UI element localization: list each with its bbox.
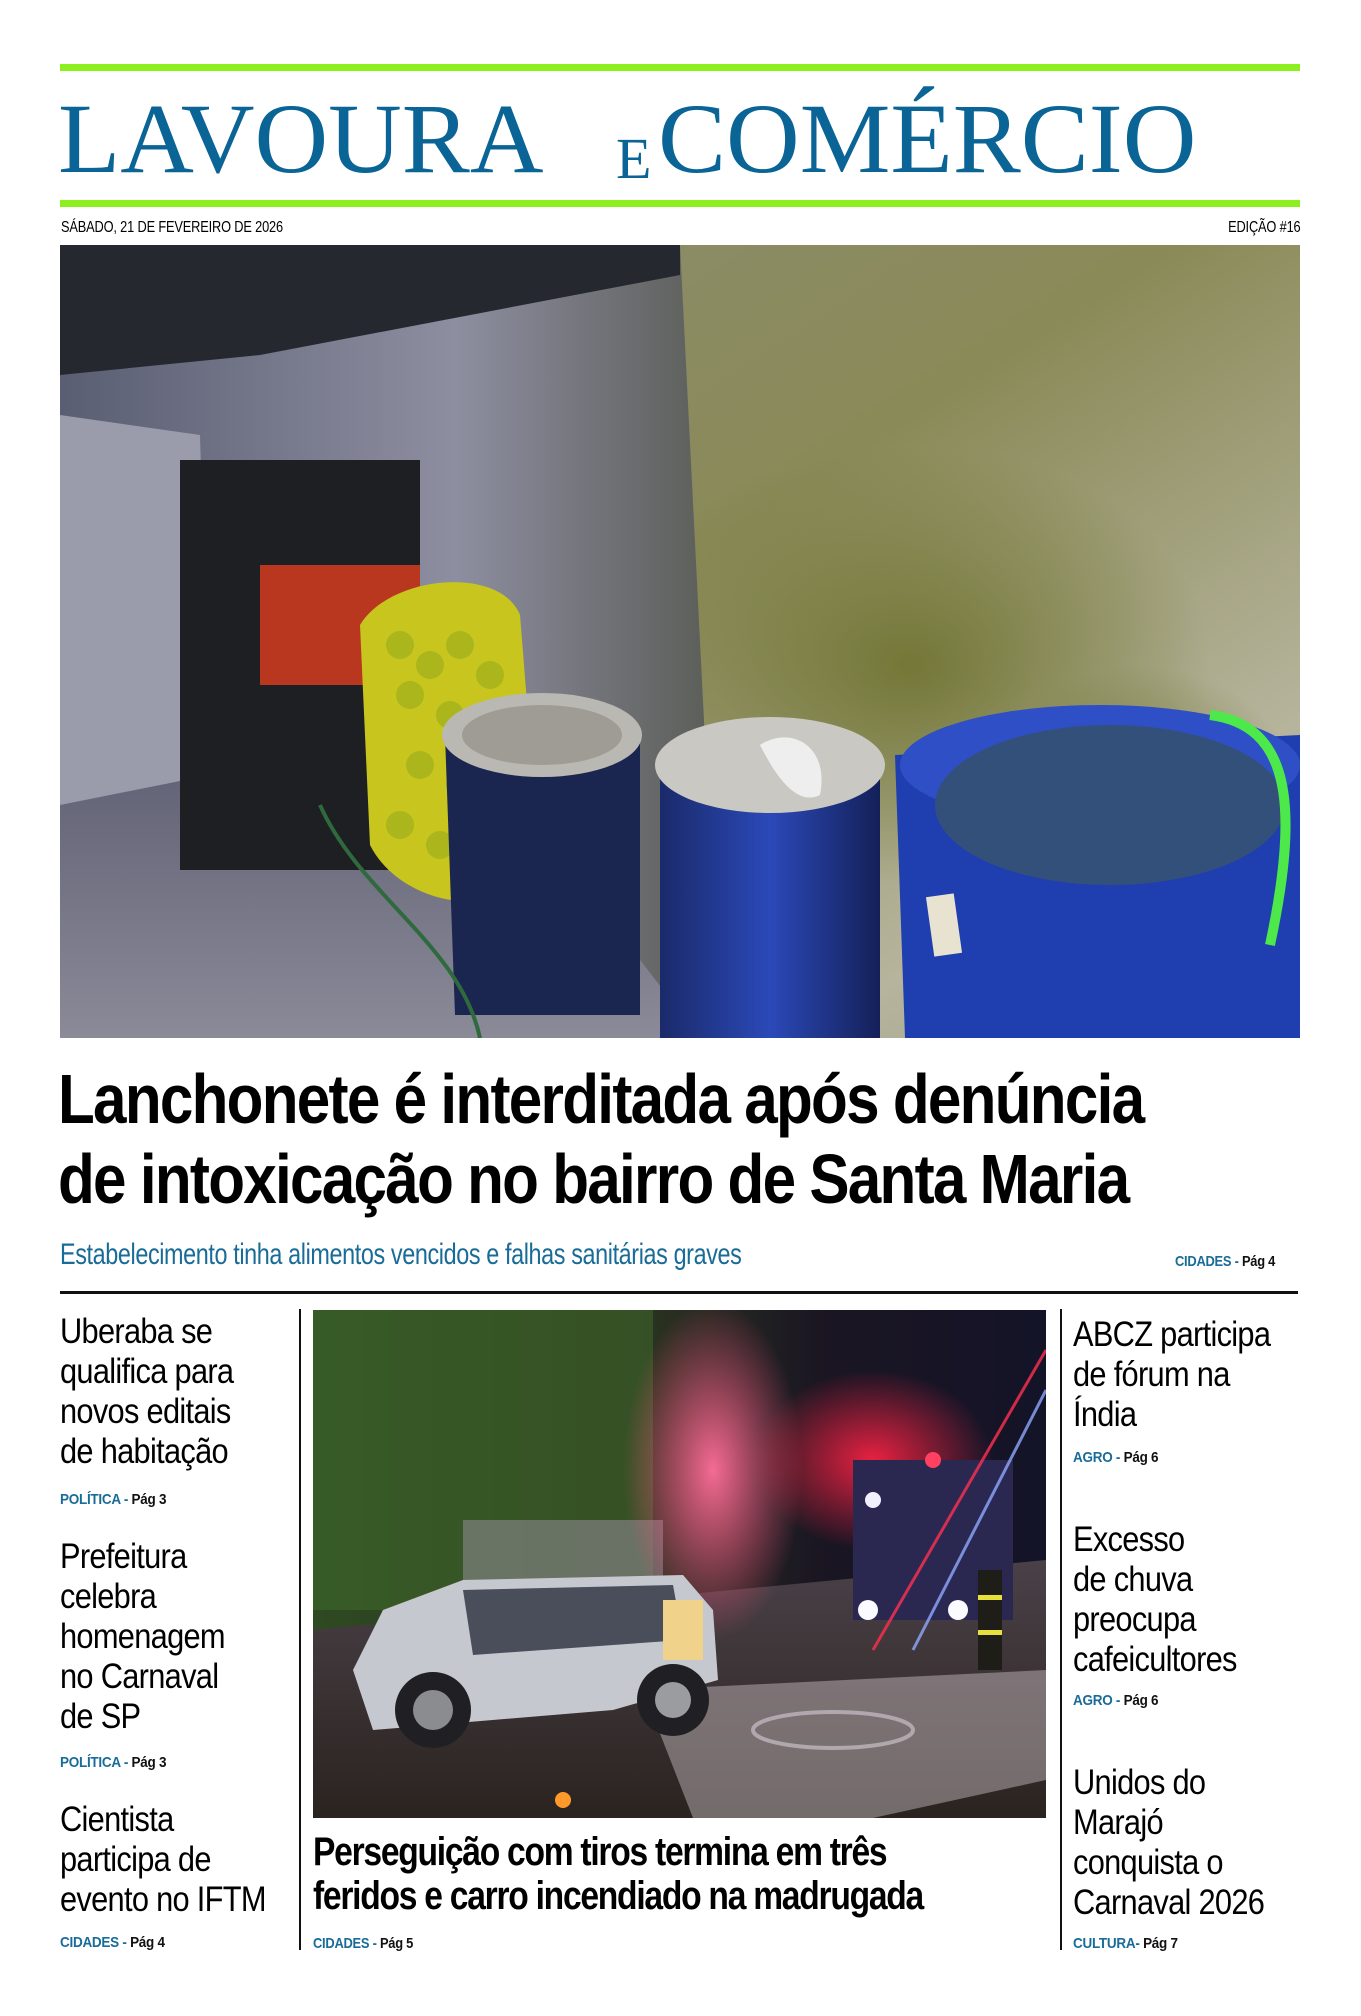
right-column-divider	[1060, 1309, 1062, 1950]
right-story-1-headline[interactable]	[1073, 1315, 1270, 1435]
headline-line: conquista o	[1073, 1843, 1223, 1882]
left-story-1-tag[interactable]	[60, 1491, 166, 1509]
lead-headline-line-1: Lanchonete é interditada após denúncia	[58, 1060, 1144, 1138]
bottom-accent-bar	[60, 200, 1300, 207]
lead-subtitle: Estabelecimento tinha alimentos vencidos e falhas sanitárias graves	[60, 1238, 742, 1271]
page-ref: Pág 6	[1123, 1692, 1159, 1709]
tag-separator: -	[120, 1754, 132, 1771]
right-story-3-tag[interactable]	[1073, 1935, 1178, 1953]
left-story-3-headline[interactable]	[60, 1800, 266, 1920]
burned-car-illustration	[313, 1310, 1046, 1818]
section-label: CIDADES	[60, 1934, 119, 1951]
tag-separator: -	[1112, 1692, 1124, 1709]
right-story-2-headline[interactable]	[1073, 1520, 1237, 1680]
left-column-divider	[299, 1309, 301, 1950]
left-story-2-headline[interactable]	[60, 1537, 225, 1737]
lead-section-tag[interactable]	[1175, 1253, 1275, 1271]
center-story-photo[interactable]	[313, 1310, 1046, 1818]
tag-separator: -	[118, 1934, 131, 1951]
headline-line: de SP	[60, 1697, 141, 1736]
masthead-title-conj: E	[616, 126, 652, 191]
section-label: AGRO	[1073, 1692, 1113, 1709]
lead-headline[interactable]	[58, 1059, 1143, 1219]
headline-line: cafeicultores	[1073, 1640, 1237, 1679]
headline-line: novos editais	[60, 1392, 231, 1431]
headline-line: Prefeitura	[60, 1537, 187, 1576]
page-ref: Pág 6	[1123, 1449, 1159, 1466]
lead-headline-line-2: de intoxicação no bairro de Santa Maria	[58, 1140, 1129, 1218]
page-ref: Pág 3	[131, 1491, 167, 1508]
headline-line: Excesso	[1073, 1520, 1185, 1559]
page-ref: Pág 7	[1143, 1935, 1178, 1952]
section-label: CIDADES	[1175, 1253, 1232, 1270]
tag-separator: -	[1135, 1935, 1144, 1952]
page-ref: Pág 4	[1241, 1253, 1276, 1270]
section-label: POLÍTICA	[60, 1754, 121, 1771]
section-label: CULTURA	[1073, 1935, 1136, 1952]
tag-separator: -	[1112, 1449, 1124, 1466]
edition-date: SÁBADO, 21 DE FEVEREIRO DE 2026	[61, 219, 283, 236]
headline-line: de fórum na	[1073, 1355, 1230, 1394]
center-story-tag[interactable]	[313, 1935, 413, 1953]
edition-number: EDIÇÃO #16	[1227, 219, 1300, 236]
tag-separator: -	[1231, 1253, 1242, 1270]
tag-separator: -	[369, 1935, 380, 1952]
headline-line: preocupa	[1073, 1600, 1196, 1639]
headline-line: Cientista	[60, 1800, 174, 1839]
masthead-logo[interactable]	[58, 83, 1300, 194]
right-story-3-headline[interactable]	[1073, 1763, 1264, 1923]
headline-line: Unidos do	[1073, 1763, 1206, 1802]
section-divider-horizontal	[60, 1291, 1298, 1294]
masthead-title-right: COMÉRCIO	[658, 83, 1197, 194]
left-story-3-tag[interactable]	[60, 1934, 165, 1952]
section-label: POLÍTICA	[60, 1491, 121, 1508]
headline-line: celebra	[60, 1577, 157, 1616]
storage-room-illustration	[60, 245, 1300, 1038]
headline-line: ABCZ participa	[1073, 1315, 1271, 1354]
right-story-2-tag[interactable]	[1073, 1692, 1158, 1710]
headline-line: participa de	[60, 1840, 211, 1879]
headline-line: no Carnaval	[60, 1657, 219, 1696]
page-ref: Pág 3	[131, 1754, 167, 1771]
lead-story-photo[interactable]	[60, 245, 1300, 1038]
headline-line: qualifica para	[60, 1352, 234, 1391]
headline-line: de habitação	[60, 1432, 228, 1471]
headline-line: Marajó	[1073, 1803, 1163, 1842]
headline-line: Uberaba se	[60, 1312, 213, 1351]
headline-line: Carnaval 2026	[1073, 1883, 1265, 1922]
right-story-1-tag[interactable]	[1073, 1449, 1158, 1467]
headline-line: feridos e carro incendiado na madrugada	[313, 1874, 923, 1918]
top-accent-bar	[60, 64, 1300, 71]
headline-line: evento no IFTM	[60, 1880, 266, 1919]
center-story-headline[interactable]	[313, 1830, 923, 1918]
page-ref: Pág 5	[379, 1935, 414, 1952]
headline-line: homenagem	[60, 1617, 225, 1656]
page-ref: Pág 4	[130, 1934, 165, 1951]
section-label: AGRO	[1073, 1449, 1113, 1466]
left-story-2-tag[interactable]	[60, 1754, 166, 1772]
left-story-1-headline[interactable]	[60, 1312, 233, 1472]
headline-line: Perseguição com tiros termina em três	[313, 1830, 887, 1874]
headline-line: Índia	[1073, 1395, 1137, 1434]
tag-separator: -	[120, 1491, 132, 1508]
headline-line: de chuva	[1073, 1560, 1193, 1599]
section-label: CIDADES	[313, 1935, 370, 1952]
masthead-title-left: LAVOURA	[58, 83, 544, 194]
